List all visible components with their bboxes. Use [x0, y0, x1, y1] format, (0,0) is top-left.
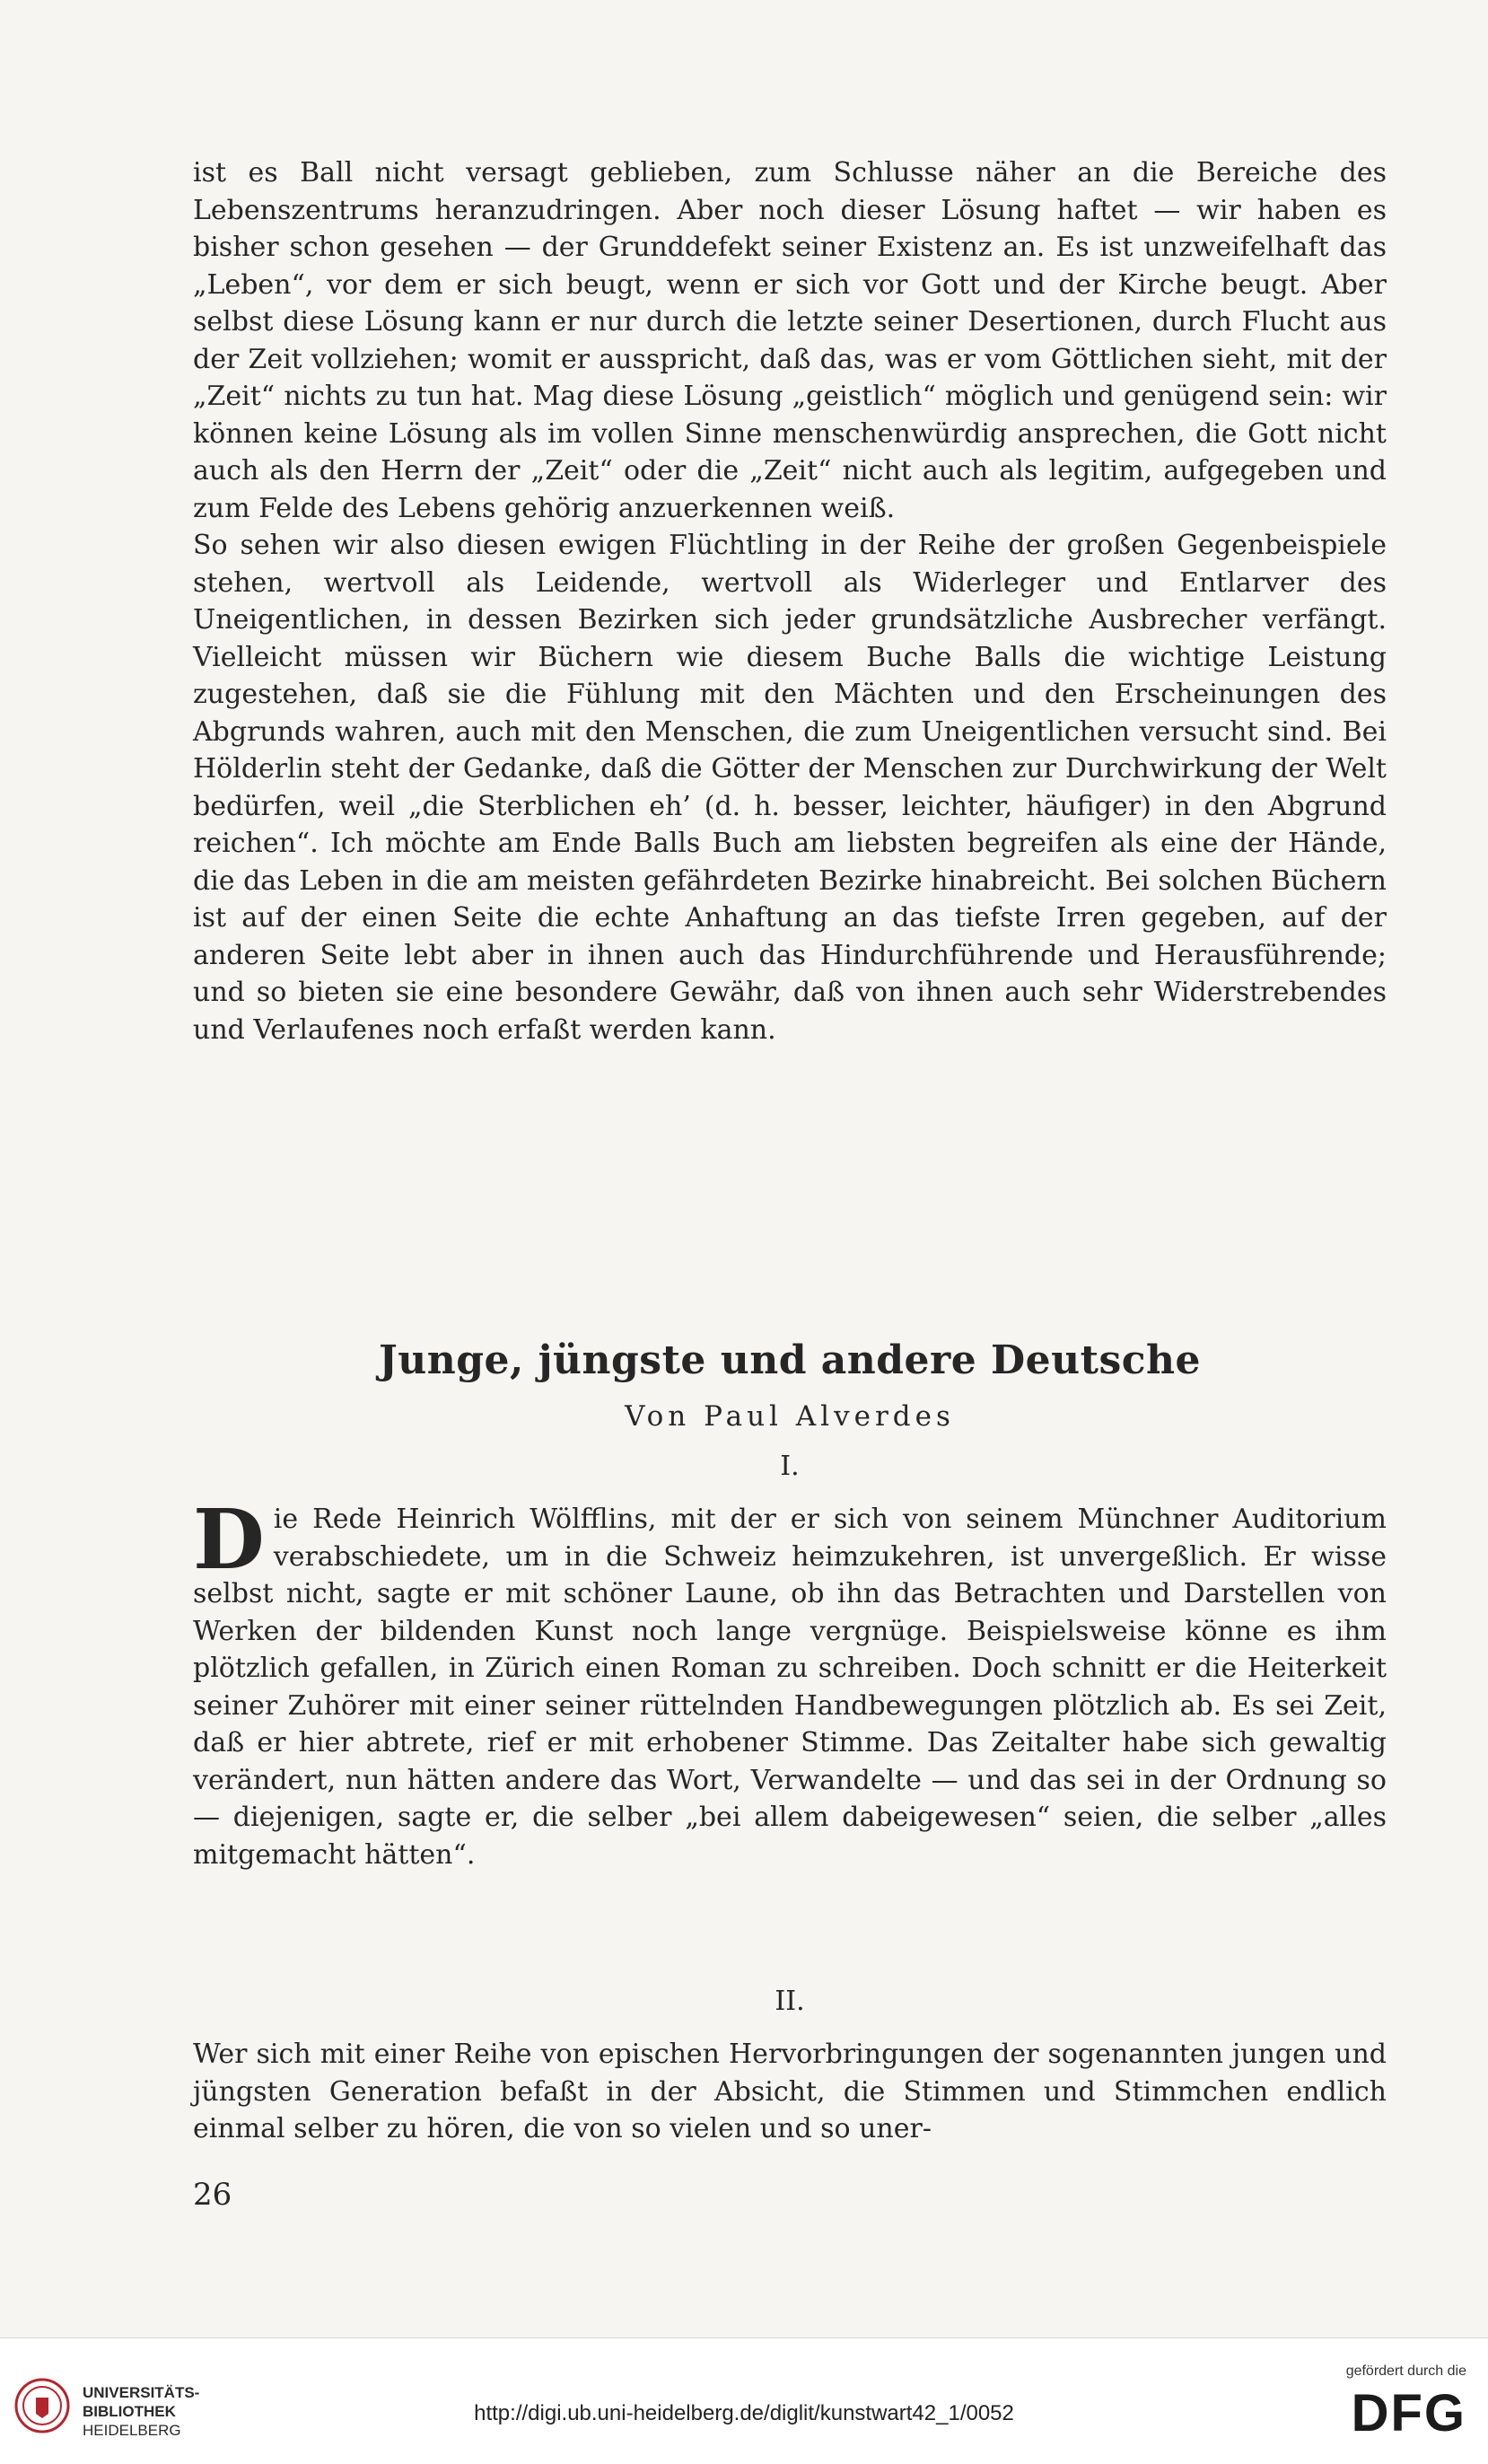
institution-line: HEIDELBERG — [83, 2422, 181, 2439]
paragraph: Wer sich mit einer Reihe von epischen Hervorbringungen der sogenannten jungen und jüngsten Generation befaßt in der Absicht, die Stimmen und Stimmchen endlich einmal selber zu hören, die von so vielen und so uner- — [193, 2039, 1387, 2144]
digitization-footer — [0, 2337, 1488, 2464]
funding-notice — [1287, 2363, 1466, 2453]
section-heading-one: I. — [780, 1451, 800, 1482]
section-one-body — [193, 1491, 1387, 1873]
paragraph: So sehen wir also diesen ewigen Flüchtling in der Reihe der großen Gegenbeispiele stehen, wertvoll als Leidende, wertvoll als Widerleger und Entlarver des Uneigentlichen, in dessen Bezirken sich jeder grundsätzliche Ausbrecher verfängt. Vielleicht müssen wir Büchern wie diesem Buche Balls die wichtige Leistung zugestehen, daß sie die Fühlung mit den Mächten und den Erscheinungen des Abgrunds wahren, auch mit den Menschen, die zum Uneigentlichen versucht sind. Bei Hölderlin steht der Gedanke, daß die Götter der Menschen zur Durchwirkung der Welt bedürfen, weil „die Sterblichen eh’ (d. h. besser, leichter, häufiger) in den Abgrund reichen“. Ich möchte am Ende Balls Buch am liebsten begreifen als eine der Hände, die das Leben in die am meisten gefährdeten Bezirke hinabreicht. Bei solchen Büchern ist auf der einen Seite die echte Anhaftung an das tiefste Irren gegeben, auf der anderen Seite lebt aber in ihnen auch das Hindurchführende und Herausführende; und so bieten sie eine besondere Gewähr, daß von ihnen auch sehr Widerstrebendes und Verlaufenes noch erfaßt werden kann. — [193, 530, 1387, 1046]
funding-caption: gefördert durch die — [1345, 2363, 1466, 2379]
paragraph: ist es Ball nicht versagt geblieben, zum Schlusse näher an die Bereiche des Lebenszentrums heranzudringen. Aber noch dieser Lösung haftet — wir haben es bisher schon gesehen — der Grunddefekt seiner Existenz an. Es ist unzweifelhaft das „Leben“, vor dem er sich beugt, wenn er sich vor Gott und der Kirche beugt. Aber selbst diese Lösung kann er nur durch die letzte seiner Desertionen, durch Flucht aus der Zeit vollziehen; womit er ausspricht, daß das, was er vom Göttlichen sieht, mit der „Zeit“ nichts zu tun hat. Mag diese Lösung „geistlich“ möglich und genügend sein: wir können keine Lösung als im vollen Sinne menschenwürdig ansprechen, die Gott nicht auch als den Herrn der „Zeit“ oder die „Zeit“ nicht auch als legitim, aufgegeben und zum Felde des Lebens gehörig anzuerkennen weiß. — [193, 157, 1387, 524]
paragraph: ie Rede Heinrich Wölfflins, mit der er sich von seinem Münchner Auditorium verabschiedete, um in die Schweiz heimzukehren, ist unvergeßlich. Er wisse selbst nicht, sagte er mit schöner Laune, ob ihn das Betrachten und Darstellen von Werken der bildenden Kunst noch lange vergnüge. Beispielsweise könne es ihm plötzlich gefallen, in Zürich einen Roman zu schreiben. Doch schnitt er die Heiterkeit seiner Zuhörer mit einer seiner rüttelnden Handbewegungen plötzlich ab. Es sei Zeit, daß er hier abtrete, rief er mit erhobener Stimme. Das Zeitalter habe sich gewaltig verändert, nun hätten andere das Wort, Verwandelte — und das sei in der Ordnung so — diejenigen, sagte er, die selber „bei allem dabeigewesen“ seien, die selber „alles mitgemacht hätten“. — [193, 1504, 1387, 1871]
institution-line: UNIVERSITÄTS- — [83, 2384, 200, 2401]
institution-line: BIBLIOTHEK — [83, 2403, 176, 2420]
section-two-body — [193, 2036, 1387, 2148]
page-number: 26 — [193, 2177, 232, 2213]
article-author: Von Paul Alverdes — [625, 1400, 955, 1433]
permalink-url[interactable]: http://digi.ub.uni-heidelberg.de/diglit/kunstwart42_1/0052 — [474, 2401, 1014, 2425]
dfg-logo: DFG — [1351, 2384, 1466, 2442]
body-text-top — [193, 154, 1387, 1048]
drop-capital: D — [193, 1491, 265, 1588]
section-heading-two: II. — [775, 1986, 805, 2017]
article-title: Junge, jüngste und andere Deutsche — [378, 1337, 1202, 1383]
